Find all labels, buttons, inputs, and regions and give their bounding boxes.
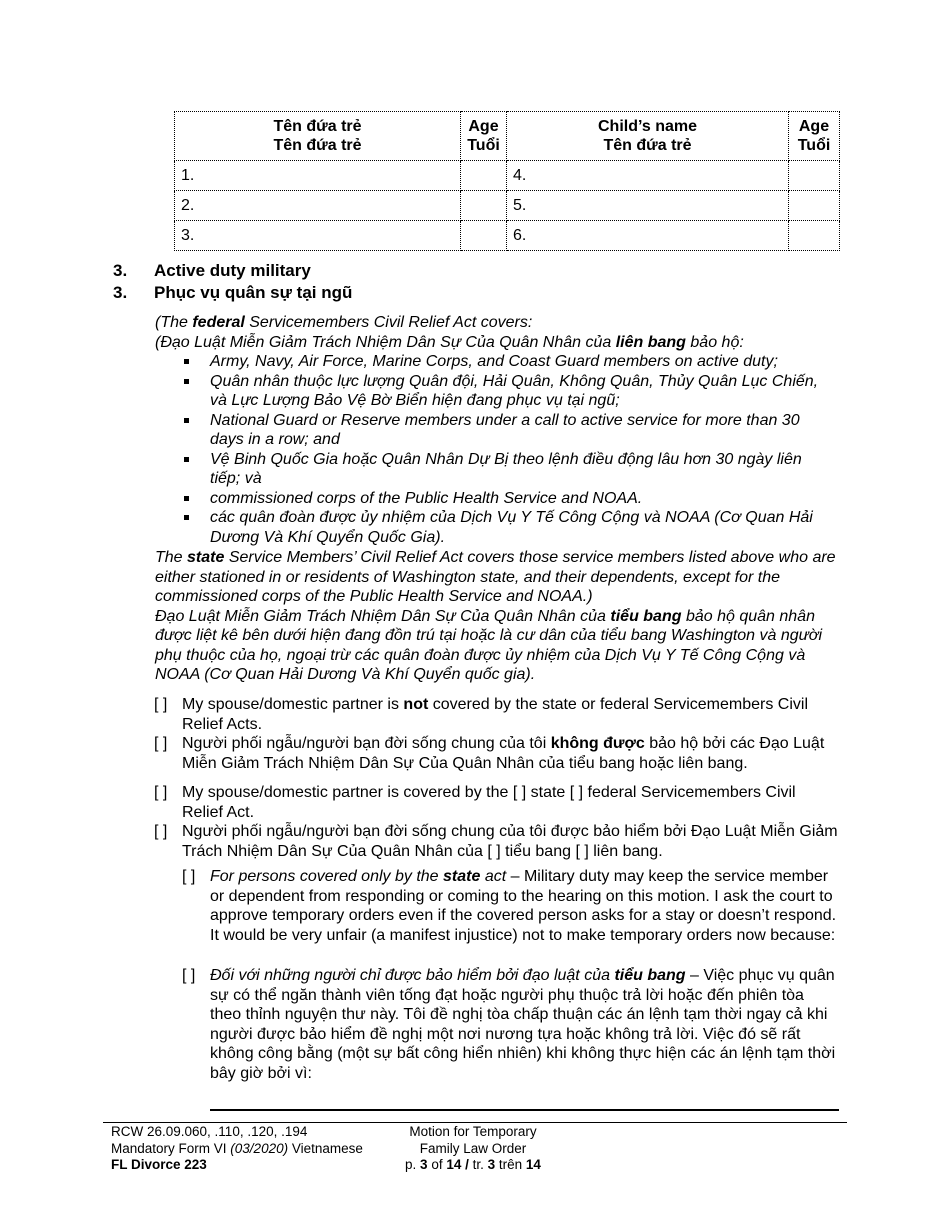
footer-title: Motion for Temporary — [409, 1124, 537, 1139]
footer-form: Mandatory Form VI (03/2020) Vietnamese — [111, 1140, 363, 1156]
child-name-cell[interactable]: 1. — [175, 161, 461, 191]
option-text: For persons covered only by the state act – Military duty may keep the service member or dependent from responding or coming to the hearing on this motion. I ask the court to approve temporary orders even if the covered person asks for a stay or doesn’t respond. It would be very unfair (a manifest injustice) not to make temporary orders now because: — [210, 868, 837, 944]
children-table — [174, 111, 840, 251]
child-name-cell[interactable]: 2. — [175, 191, 461, 221]
footer-title: Family Law Order — [419, 1140, 527, 1156]
list-item: các quân đoàn được ủy nhiệm của Dịch Vụ Y Tế Công Cộng và NOAA (Cơ Quan Hải Dương Và Khí Quyển Quốc Gia). — [180, 508, 830, 547]
checkbox-not-covered-vi[interactable]: [ ] — [154, 735, 168, 752]
option-covered-vi — [154, 822, 844, 861]
footer-form-id: FL Divorce 223 — [111, 1157, 207, 1172]
option-text: Người phối ngẫu/người bạn đời sống chung của tôi không được bảo hộ bởi các Đạo Luật Miễn Giảm Trách Nhiệm Dân Sự Của Quân Nhân của tiểu bang hoặc liên bang. — [182, 735, 825, 772]
child-name-cell[interactable]: 5. — [507, 191, 789, 221]
footer-rcw: RCW 26.09.060, .110, .120, .194 — [111, 1124, 308, 1139]
list-item: Quân nhân thuộc lực lượng Quân đội, Hải Quân, Không Quân, Thủy Quân Lục Chiến, và Lực Lượng Bảo Vệ Bờ Biển hiện đang phục vụ tại ngũ; — [180, 372, 830, 411]
state-act-vi: Đạo Luật Miễn Giảm Trách Nhiệm Dân Sự Của Quân Nhân của tiểu bang bảo hộ quân nhân được liệt kê bên dưới hiện đang đồn trú tại hoặc là cư dân của tiểu bang Washington và người phụ thuộc của họ, ngoại trừ các quân đoàn được ủy nhiệm của Dịch Vụ Y Tế Công Cộng và NOAA (Cơ Quan Hải Dương Và Khí Quyển quốc gia). — [155, 607, 823, 683]
option-not-covered-en — [154, 695, 834, 734]
header-child-name-right: Child’s name Tên đứa trẻ — [507, 112, 789, 161]
checkbox-state-only-vi[interactable]: [ ] — [182, 967, 196, 984]
header-age-left: Age Tuổi — [461, 112, 507, 161]
federal-intro-vi: (Đạo Luật Miễn Giảm Trách Nhiệm Dân Sự Của Quân Nhân của liên bang bảo hộ: — [155, 333, 744, 351]
section-number: 3. — [113, 261, 128, 280]
list-item: commissioned corps of the Public Health Service and NOAA. — [180, 489, 830, 509]
child-age-cell[interactable] — [789, 191, 840, 221]
checkbox-state[interactable]: [ ] — [512, 784, 527, 801]
section-title-vi: Phục vụ quân sự tại ngũ — [154, 283, 353, 302]
header-age-right: Age Tuổi — [789, 112, 840, 161]
child-name-cell[interactable]: 6. — [507, 221, 789, 251]
header-child-name-left: Tên đứa trẻ Tên đứa trẻ — [175, 112, 461, 161]
child-age-cell[interactable] — [461, 161, 507, 191]
table-row — [175, 221, 840, 251]
option-text: My spouse/domestic partner is covered by the [ ] state [ ] federal Servicemembers Civil Relief Act. — [182, 784, 796, 821]
child-name-cell[interactable]: 3. — [175, 221, 461, 251]
checkbox-federal-vi[interactable]: [ ] — [575, 842, 589, 860]
option-text: Người phối ngẫu/người bạn đời sống chung của tôi được bảo hiểm bởi Đạo Luật Miễn Giảm Trách Nhiệm Dân Sự Của Quân Nhân của [ ] tiểu bang [ ] liên bang. — [182, 823, 838, 860]
checkbox-covered[interactable]: [ ] — [154, 784, 168, 801]
checkbox-state-only[interactable]: [ ] — [182, 868, 196, 885]
child-name-cell[interactable]: 4. — [507, 161, 789, 191]
answer-line — [210, 1109, 839, 1111]
child-age-cell[interactable] — [789, 161, 840, 191]
child-age-cell[interactable] — [461, 221, 507, 251]
footer-page: p. 3 of 14 / tr. 3 trên 14 — [405, 1157, 541, 1172]
option-not-covered-vi — [154, 734, 844, 773]
state-act-paragraph — [155, 548, 845, 685]
federal-act-intro — [155, 313, 845, 352]
footer-center — [398, 1124, 548, 1174]
covered-members-list — [180, 352, 830, 547]
option-covered-en — [154, 783, 834, 822]
table-row — [175, 161, 840, 191]
checkbox-state-vi[interactable]: [ ] — [487, 842, 501, 860]
section-title-en: Active duty military — [154, 261, 311, 280]
option-text: Đối với những người chỉ được bảo hiểm bởi đạo luật của tiểu bang – Việc phục vụ quân sự có thể ngăn thành viên tống đạt hoặc người phụ thuộc trả lời hoặc đến phiên tòa theo thỉnh nguyện thư này. Tôi đề nghị tòa chấp thuận các án lệnh tạm thời ngay cả khi người được bảo hiểm đề nghị một nơi nương tựa hoặc không trả lời. Việc đó sẽ rất không công bằng (một sự bất công hiển nhiên) khi không thực hiện các án lệnh tạm thời bây giờ bởi vì: — [210, 967, 836, 1082]
table-row — [175, 191, 840, 221]
federal-intro-en: (The federal Servicemembers Civil Relief Act covers: — [155, 314, 533, 331]
list-item: Army, Navy, Air Force, Marine Corps, and Coast Guard members on active duty; — [180, 352, 830, 372]
option-text: My spouse/domestic partner is not covered by the state or federal Servicemembers Civil Relief Acts. — [182, 696, 809, 733]
footer-divider — [103, 1122, 847, 1123]
option-state-only-vi — [182, 966, 837, 1083]
footer-left — [111, 1124, 363, 1174]
checkbox-federal[interactable]: [ ] — [569, 784, 584, 801]
list-item: Vệ Binh Quốc Gia hoặc Quân Nhân Dự Bị theo lệnh điều động lâu hơn 30 ngày liên tiếp; và — [180, 450, 830, 489]
list-item: National Guard or Reserve members under a call to active service for more than 30 days in a row; and — [180, 411, 830, 450]
child-age-cell[interactable] — [789, 221, 840, 251]
checkbox-not-covered[interactable]: [ ] — [154, 696, 168, 713]
section-number-vi: 3. — [113, 283, 128, 302]
child-age-cell[interactable] — [461, 191, 507, 221]
state-act-en: The state Service Members’ Civil Relief Act covers those service members listed above who are either stationed in or residents of Washington state, and their dependents, except for the commissioned corps of the Public Health Service and NOAA.) — [155, 549, 836, 605]
option-state-only-en — [182, 867, 837, 945]
table-header-row — [175, 112, 840, 161]
checkbox-covered-vi[interactable]: [ ] — [154, 823, 168, 840]
